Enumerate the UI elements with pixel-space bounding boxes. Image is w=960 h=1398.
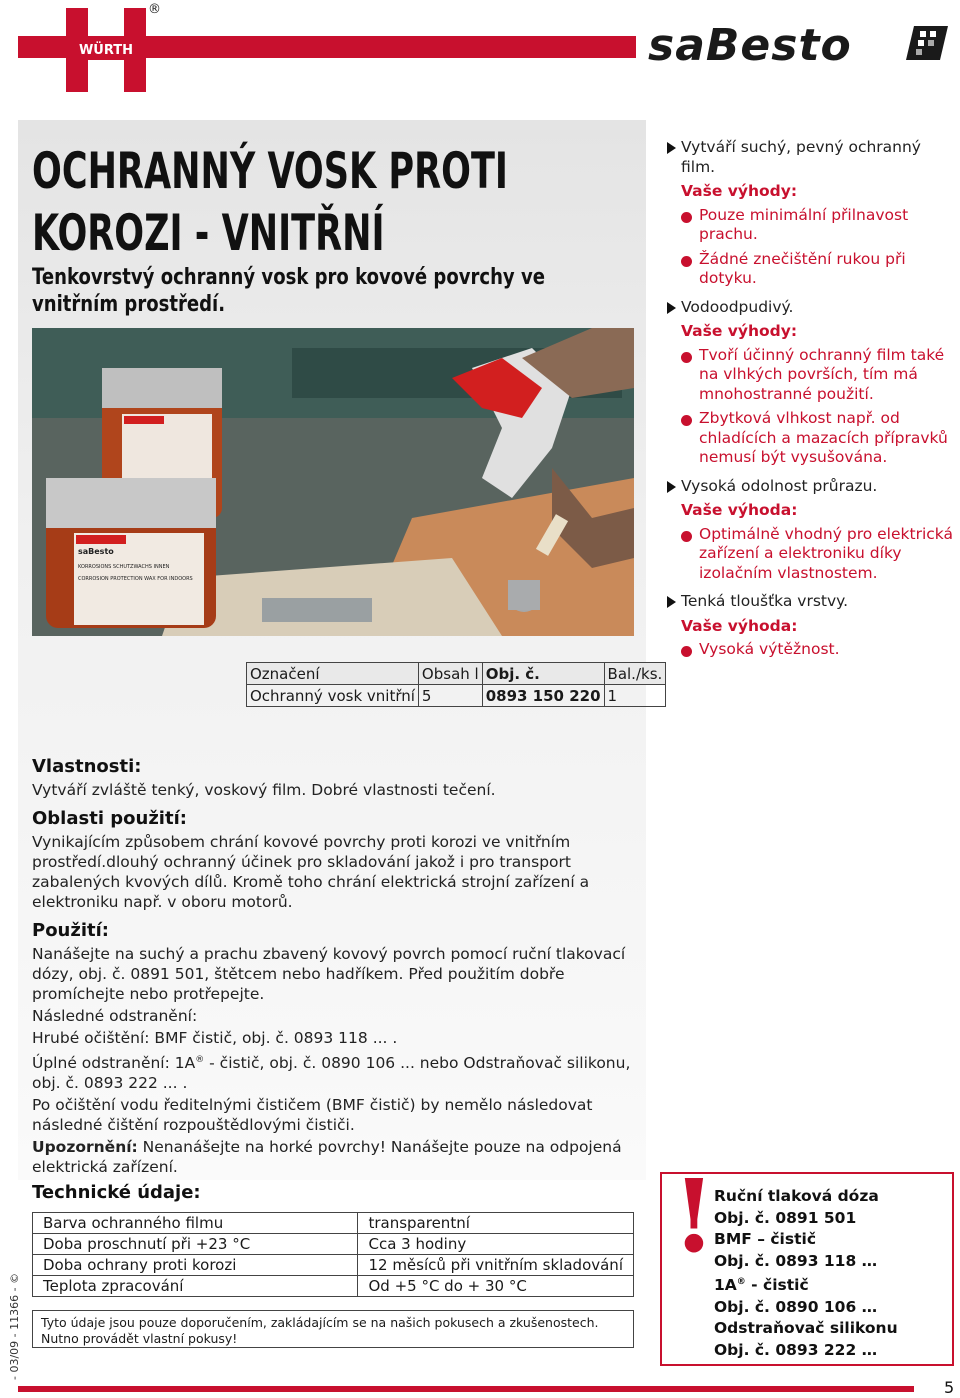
- tech-value: Cca 3 hodiny: [358, 1234, 634, 1255]
- cell-order-no: 0893 150 220: [482, 685, 604, 707]
- col-designation: Označení: [247, 663, 419, 685]
- usage-text-4b: - čistič, obj. č. 0890 106 ... nebo Odstraňovač silikonu, obj. č. 0893 222 ... .: [32, 1054, 631, 1093]
- properties-text: Vytváří zvláště tenký, voskový film. Dobré vlastnosti tečení.: [32, 781, 496, 799]
- tech-data-table: [32, 1212, 634, 1297]
- page-number: 5: [944, 1378, 955, 1397]
- accessory-order-no: Obj. č. 0890 106 …: [714, 1297, 878, 1316]
- accessory-name: Ruční tlaková dóza: [714, 1187, 879, 1205]
- col-order-no: Obj. č.: [482, 663, 604, 685]
- table-row: [33, 1255, 634, 1276]
- areas-text: Vynikajícím způsobem chrání kovové povrchy proti korozi ve vnitřním prostředí.dlouhý ochranný účinek pro skladování jakož i pro transport zabalených kvových dílů. Kromě toho chrání elektrická strojní zařízení a elektroniku např. v oboru motorů.: [32, 833, 590, 911]
- table-row: [33, 1276, 634, 1297]
- tech-value: transparentní: [358, 1213, 634, 1234]
- disclaimer-note: Tyto údaje jsou pouze doporučením, zakládajícím se na našich pokusech a zkušenostech. Nutno provádět vlastní pokusy!: [32, 1310, 634, 1348]
- registered-sup: ®: [195, 1055, 205, 1065]
- advantage-item: Optimálně vhodný pro elektrická zařízení a elektroniku díky izolačním vlastnostem.: [666, 525, 958, 584]
- advantage-heading: Vaše výhoda:: [681, 616, 798, 635]
- can-brand-text: saBesto: [78, 547, 114, 556]
- accessory-name: Odstraňovač silikonu: [714, 1319, 898, 1338]
- wurth-logo: [60, 4, 152, 96]
- accessory-name: [714, 1272, 950, 1297]
- registered-mark: ®: [148, 2, 161, 17]
- properties-heading: Vlastnosti:: [32, 756, 142, 777]
- product-canister-front: [46, 478, 216, 628]
- tech-data-heading: Technické údaje:: [32, 1182, 201, 1203]
- title-line-1: OCHRANNÝ VOSK PROTI: [32, 142, 508, 200]
- sabesto-logo: saBesto: [648, 20, 852, 71]
- accessory-name-suffix: - čistič: [745, 1276, 809, 1295]
- tech-label: Teplota zpracování: [33, 1276, 358, 1297]
- footer-red-line: [18, 1386, 914, 1392]
- can-label-de: KORROSIONS SCHUTZWACHS INNEN: [78, 564, 170, 570]
- advantage-heading: Vaše výhody:: [681, 182, 798, 200]
- registered-sup: ®: [736, 1277, 746, 1287]
- order-table: [246, 662, 666, 707]
- wurth-logo-text: WÜRTH: [78, 43, 134, 58]
- title-line-2: KOROZI - VNITŘNÍ: [32, 204, 385, 262]
- table-row: [247, 685, 666, 707]
- warning-message: Nenanášejte na horké povrchy! Nanášejte pouze na odpojená elektrická zařízení.: [32, 1138, 622, 1177]
- advantage-item: Vysoká výtěžnost.: [666, 640, 958, 660]
- cell-pack: 1: [604, 685, 666, 707]
- subtitle-line-2: vnitřním prostředí.: [32, 292, 226, 317]
- page-title: [32, 140, 508, 264]
- advantage-item: Žádné znečištění rukou při dotyku.: [666, 250, 958, 289]
- claim-item: Tenká tloušťka vrstvy.: [666, 592, 958, 612]
- tech-label: Doba proschnutí při +23 °C: [33, 1234, 358, 1255]
- warning-text: [32, 1137, 638, 1177]
- can-label-en: CORROSION PROTECTION WAX FOR INDOORS: [78, 576, 193, 582]
- table-row: [33, 1234, 634, 1255]
- exclamation-icon: !: [672, 1157, 716, 1275]
- advantage-heading: Vaše výhoda:: [681, 501, 798, 519]
- cell-designation: Ochranný vosk vnitřní: [247, 685, 419, 707]
- sabesto-mark-icon: [906, 26, 948, 60]
- advantage-item: Zbytková vlhkost např. od chladících a mazacích přípravků nemusí být vysušována.: [666, 409, 958, 468]
- accessory-order-no: Obj. č. 0893 222 …: [714, 1340, 878, 1359]
- usage-heading: Použití:: [32, 920, 109, 941]
- cell-content: 5: [418, 685, 482, 707]
- warning-label: Upozornění:: [32, 1138, 138, 1157]
- advantage-heading: Vaše výhody:: [681, 322, 798, 340]
- col-content: Obsah l: [418, 663, 482, 685]
- usage-text-1: Nanášejte na suchý a prachu zbavený kovový povrch pomocí ruční tlakovací dózy, obj. č. 0891 501, štětcem nebo hadříkem. Před použitím dobře promíchejte nebo protřepejte.: [32, 945, 626, 1003]
- accessory-name-1a: 1A: [714, 1276, 737, 1295]
- areas-heading: Oblasti použití:: [32, 808, 187, 829]
- product-photo: [32, 328, 634, 636]
- usage-text-2: Následné odstranění:: [32, 1007, 198, 1025]
- tech-label: Doba ochrany proti korozi: [33, 1255, 358, 1276]
- benefits-list: [666, 138, 958, 665]
- usage-text-5: Po očištění vodu ředitelnými čističem (BMF čistič) by nemělo následovat následné čištění rozpouštědlovými čističi.: [32, 1096, 593, 1135]
- subtitle-line-1: Tenkovrstvý ochranný vosk pro kovové povrchy ve: [32, 265, 545, 290]
- usage-text-4a: Úplné odstranění: 1A: [32, 1054, 196, 1073]
- table-row: [33, 1213, 634, 1234]
- claim-item: Vysoká odolnost průrazu.: [666, 477, 958, 497]
- accessory-name: BMF – čistič: [714, 1230, 817, 1248]
- description-body: [32, 754, 638, 1179]
- accessory-order-no: Obj. č. 0891 501: [714, 1208, 857, 1227]
- accessory-order-no: Obj. č. 0893 118 …: [714, 1251, 878, 1270]
- advantage-item: Tvoří účinný ochranný film také na vlhkých površích, tím má mnohostranné použití.: [666, 346, 958, 405]
- claim-item: Vytváří suchý, pevný ochranný film.: [666, 138, 958, 177]
- usage-text-3: Hrubé očištění: BMF čistič, obj. č. 0893 118 ... .: [32, 1029, 398, 1047]
- claim-item: Vodoodpudivý.: [666, 298, 958, 318]
- page-subtitle: [32, 264, 590, 318]
- document-code: - 03/09 - 11366 - ©: [8, 1272, 21, 1380]
- tech-value: 12 měsíců při vnitřním skladování: [358, 1255, 634, 1276]
- advantage-item: Pouze minimální přilnavost prachu.: [666, 206, 958, 245]
- order-table-header: [247, 663, 666, 685]
- tech-label: Barva ochranného filmu: [33, 1213, 358, 1234]
- col-pack: Bal./ks.: [604, 663, 666, 685]
- accessories-list: [714, 1186, 950, 1361]
- usage-text-4: [32, 1050, 638, 1093]
- tech-value: Od +5 °C do + 30 °C: [358, 1276, 634, 1297]
